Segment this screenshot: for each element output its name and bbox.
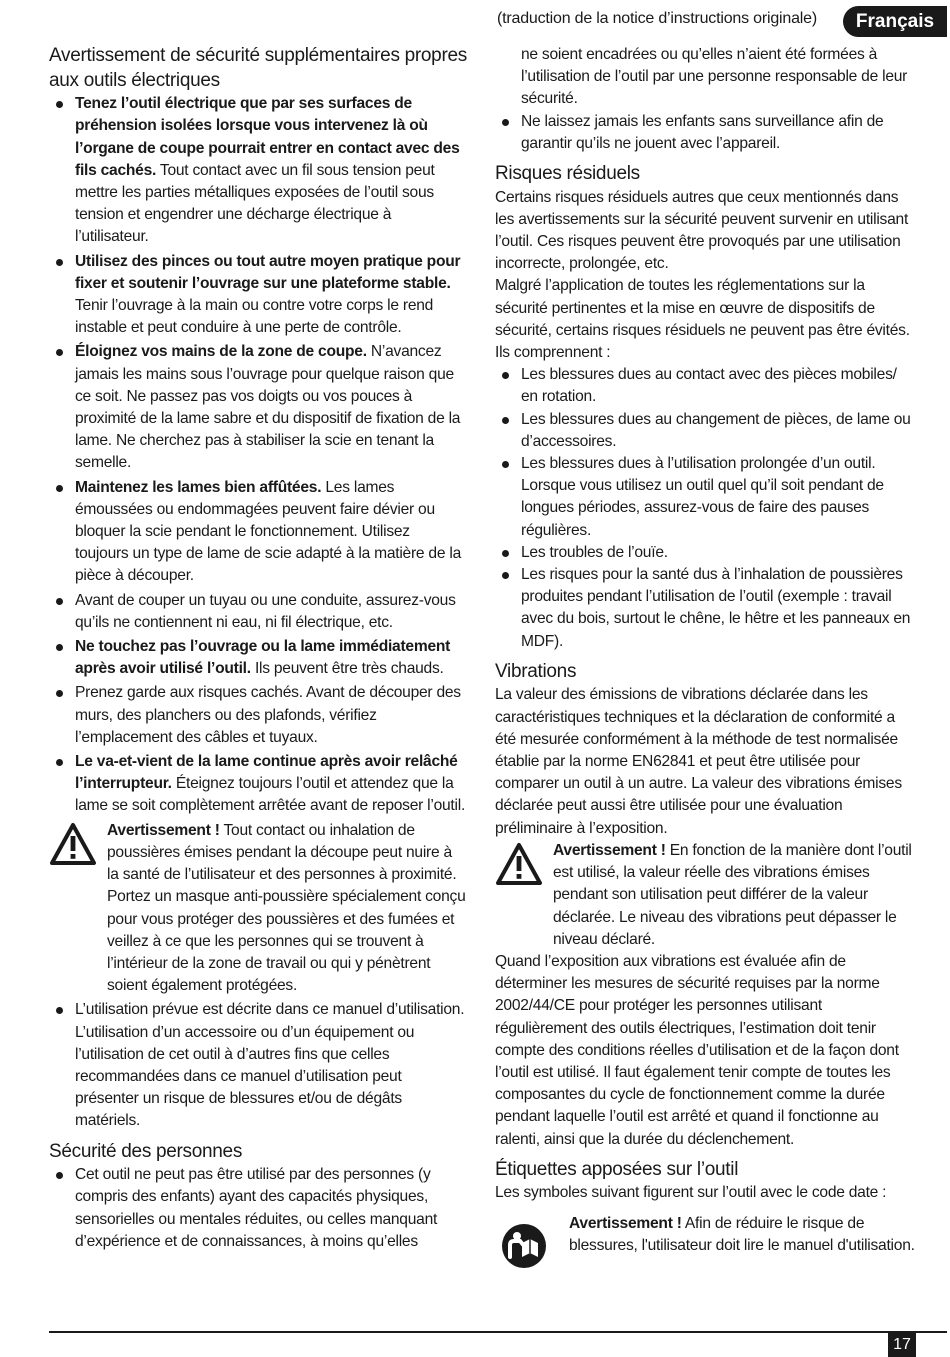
power-tool-safety-list	[49, 93, 467, 818]
list-item: Les blessures dues au changement de pièces, de lame ou d’accessoires.	[495, 409, 917, 453]
warning-triangle-icon	[49, 822, 97, 866]
list-item: Ne laissez jamais les enfants sans surveillance afin de garantir qu’ils ne jouent avec l’appareil.	[495, 111, 917, 155]
section-title-power-tool-safety: Avertissement de sécurité supplémentaires propres aux outils électriques	[49, 45, 467, 91]
list-item: Cet outil ne peut pas être utilisé par des personnes (y compris des enfants) ayant des capacités physiques, sensorielles ou mentales réduites, ou celles manquant d’expérience et de connaissances, à moins qu’elles	[49, 1164, 467, 1253]
labels-paragraph: Les symboles suivant figurent sur l’outil avec le code date :	[495, 1184, 887, 1202]
section-title-vibrations: Vibrations	[495, 660, 577, 682]
list-item: Le va-et-vient de la lame continue après avoir relâché l’interrupteur. Éteignez toujours l’outil et attendez que la lame se soit complètement arrêtée avant de reposer l’outil.	[49, 751, 467, 818]
header-subtitle: (traduction de la notice d’instructions originale)	[497, 10, 817, 27]
warning-triangle-icon	[495, 842, 543, 886]
warning-label: Avertissement !	[107, 821, 220, 839]
vibration-warning-block	[495, 840, 917, 951]
page-number: 17	[888, 1333, 916, 1357]
residual-risks-list	[495, 364, 917, 653]
warning-text: Afin de réduire le risque de blessures, l'utilisateur doit lire le manuel d'utilisation.	[569, 1214, 915, 1254]
residual-paragraph-2: Malgré l’application de toutes les réglementations sur la sécurité pertinentes et la mise en œuvre de dispositifs de sécurité, certains risques résiduels ne peuvent pas être évités. Ils comprennent :	[495, 277, 910, 362]
personal-safety-list	[49, 1164, 467, 1253]
list-item: Tenez l’outil électrique que par ses surfaces de préhension isolées lorsque vous intervenez là où l’organe de coupe pourrait entrer en contact avec des fils cachés. Tout contact avec un fil sous tension peut mettre les parties métalliques exposées de l’outil sous tension et engendrer une décharge électrique à l’utilisateur.	[49, 93, 467, 248]
section-title-residual-risks: Risques résiduels	[495, 163, 640, 185]
section-title-personal-safety: Sécurité des personnes	[49, 1140, 243, 1162]
list-item: Les risques pour la santé dus à l’inhalation de poussières produites pendant l’utilisation de l’outil (exemple : travail avec du bois, surtout le chêne, le hêtre et les panneaux en MDF).	[495, 564, 917, 653]
list-item: Prenez garde aux risques cachés. Avant de découper des murs, des planchers ou des plafonds, vérifiez l’emplacement des câbles et tuyaux.	[49, 682, 467, 749]
dust-warning-block	[49, 820, 467, 998]
footer-rule	[49, 1331, 947, 1333]
list-item: Éloignez vos mains de la zone de coupe. N’avancez jamais les mains sous l’ouvrage pour quelque raison que ce soit. Ne passez pas vos doigts ou vos pouces à proximité de la lame sabre et du dispositif de fixation de la lame. Ne cherchez pas à stabiliser la scie en tenant la semelle.	[49, 341, 467, 474]
warning-label: Avertissement !	[553, 841, 666, 859]
warning-label: Avertissement !	[569, 1214, 682, 1232]
list-item: Utilisez des pinces ou tout autre moyen pratique pour fixer et soutenir l’ouvrage sur une plateforme stable. Tenir l’ouvrage à la main ou contre votre corps le rend instable et peut conduire à une perte de contrôle.	[49, 251, 467, 340]
residual-paragraph-1: Certains risques résiduels autres que ceux mentionnés dans les avertissements sur la sécurité peuvent survenir en utilisant l’outil. Ces risques peuvent être provoqués par une utilisation incorrecte, prolongée, etc.	[495, 188, 909, 273]
list-item: Les troubles de l’ouïe.	[495, 542, 917, 564]
language-badge: Français	[843, 6, 947, 37]
intended-use-list	[49, 999, 467, 1132]
list-item: Maintenez les lames bien affûtées. Les lames émoussées ou endommagées peuvent faire dévier ou bloquer la scie pendant le fonctionnement. Utilisez toujours un type de lame de scie adapté à la matière de la pièce à découper.	[49, 477, 467, 588]
warning-text: Tout contact ou inhalation de poussières émises pendant la découpe peut nuire à la santé de l’utilisateur et des personnes à proximité. Portez un masque anti-poussière spécialement conçu pour vous protéger des poussières et des fumées et veillez à ce que les personnes qui se trouvent à l’intérieur de la zone de travail ou qui y pénètrent soient également protégées.	[107, 821, 466, 995]
personal-safety-list-cont	[495, 111, 917, 155]
list-item: Ne touchez pas l’ouvrage ou la lame immédiatement après avoir utilisé l’outil. Ils peuvent être très chauds.	[49, 636, 467, 680]
left-column	[49, 44, 467, 1253]
vibration-paragraph-1: La valeur des émissions de vibrations déclarée dans les caractéristiques techniques et la déclaration de conformité a été mesurée conformément à la méthode de test normalisée établie par la norme EN62841 et peut être utilisée pour comparer un outil à un autre. La valeur des vibrations émises déclarée peut aussi être utilisée pour une évaluation préliminaire à l’exposition.	[495, 686, 902, 837]
list-item: Les blessures dues à l’utilisation prolongée d’un outil. Lorsque vous utilisez un outil quel qu’il soit pendant de longues périodes, assurez-vous de faire des pauses régulières.	[495, 453, 917, 542]
list-item: Les blessures dues au contact avec des pièces mobiles/ en rotation.	[495, 364, 917, 408]
warning-text: En fonction de la manière dont l’outil est utilisé, la valeur réelle des vibrations émises pendant son utilisation peut différer de la valeur déclarée. Le niveau des vibrations peut dépasser le niveau déclaré.	[553, 841, 912, 948]
vibration-paragraph-2: Quand l’exposition aux vibrations est évaluée afin de déterminer les mesures de sécurité requises par la norme 2002/44/CE pour protéger les personnes utilisant régulièrement des outils électriques, l’estimation doit tenir compte des conditions réelles d’utilisation et de la façon dont l’outil est utilisé. Il faut également tenir compte de toutes les composantes du cycle de fonctionnement comme la durée pendant laquelle l’outil est arrêté et quand il fonctionne au ralenti, ainsi que la durée du déclenchement.	[495, 952, 899, 1148]
list-item-continuation: ne soient encadrées ou qu’elles n’aient été formées à l’utilisation de l’outil par une personne responsable de leur sécurité.	[521, 46, 908, 108]
right-column	[495, 44, 917, 1279]
read-manual-block	[495, 1213, 917, 1279]
read-manual-icon	[501, 1223, 547, 1269]
section-title-tool-labels: Étiquettes apposées sur l’outil	[495, 1158, 739, 1180]
list-item: Avant de couper un tuyau ou une conduite, assurez-vous qu’ils ne contiennent ni eau, ni fil électrique, etc.	[49, 590, 467, 634]
list-item: L’utilisation prévue est décrite dans ce manuel d’utilisation. L’utilisation d’un accessoire ou d’un équipement ou l’utilisation de cet outil à d’autres fins que celles recommandées dans ce manuel d’utilisation peut présenter un risque de blessures et/ou de dégâts matériels.	[49, 999, 467, 1132]
